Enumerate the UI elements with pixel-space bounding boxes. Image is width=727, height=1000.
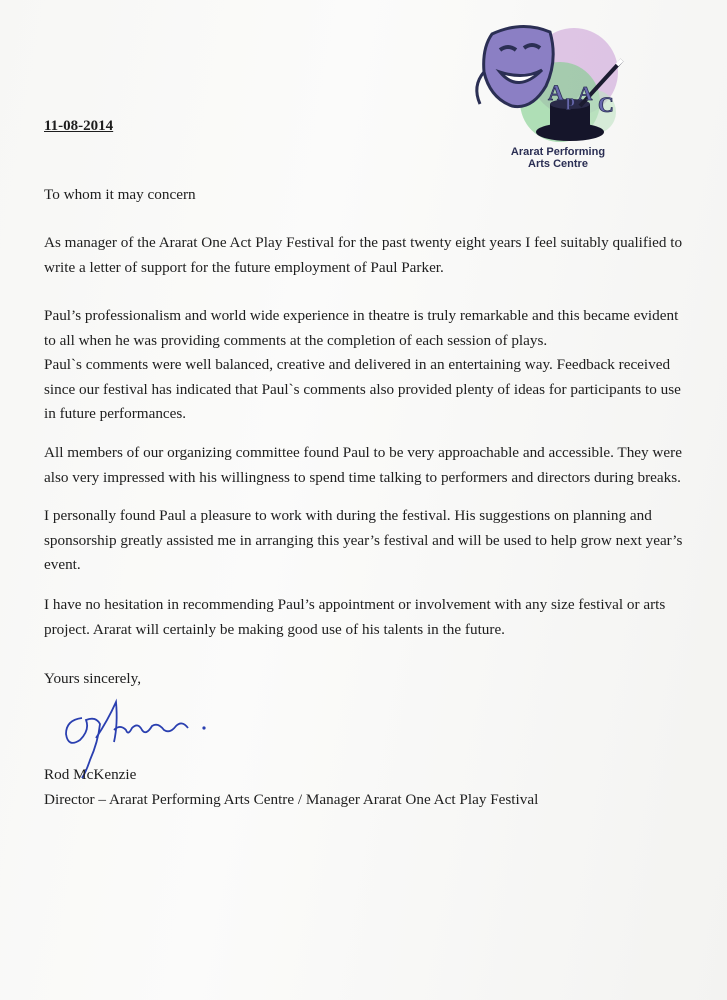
signer-name: Rod McKenzie	[44, 766, 137, 783]
closing: Yours sincerely,	[44, 670, 142, 687]
paragraph-4: I personally found Paul a pleasure to work with during the festival. His suggestions on planning and sponsorship greatly assisted me in arranging this year’s festival and will be used to help grow next year’s event.	[44, 507, 683, 573]
letter-date: 11-08-2014	[44, 118, 114, 134]
theatre-mask-logo-icon	[462, 20, 632, 150]
greeting: To whom it may concern	[44, 186, 196, 203]
svg-text:A: A	[578, 83, 593, 105]
paragraph-3: All members of our organizing committee found Paul to be very approachable and accessible. They were also very impressed with his willingness to spend time talking to performers and directors during breaks.	[44, 444, 682, 486]
paragraph-2	[44, 304, 684, 427]
logo-caption-line1: Ararat Performing	[510, 146, 606, 158]
logo-monogram: A	[548, 80, 564, 105]
paragraph-5: I have no hesitation in recommending Paul’s appointment or involvement with any size festival or arts project. Ararat will certainly be making good use of his talents in the future.	[44, 596, 666, 638]
paragraph-2a: Paul’s professionalism and world wide experience in theatre is truly remarkable and this became evident to all when he was providing comments at the completion of each session of plays.	[44, 307, 679, 349]
paragraph-1: As manager of the Ararat One Act Play Festival for the past twenty eight years I feel suitably qualified to write a letter of support for the future employment of Paul Parker.	[44, 234, 683, 276]
paragraph-2b: Paul`s comments were well balanced, creative and delivered in an entertaining way. Feedback received since our festival has indicated that Paul`s comments also provided plenty of ideas for participants to use in future performances.	[44, 356, 681, 422]
logo-caption-line2: Arts Centre	[528, 158, 588, 170]
signer-title: Director – Ararat Performing Arts Centre / Manager Ararat One Act Play Festival	[44, 791, 539, 808]
svg-text:p: p	[566, 93, 575, 110]
logo-caption	[488, 146, 628, 170]
svg-text:C: C	[598, 92, 614, 117]
